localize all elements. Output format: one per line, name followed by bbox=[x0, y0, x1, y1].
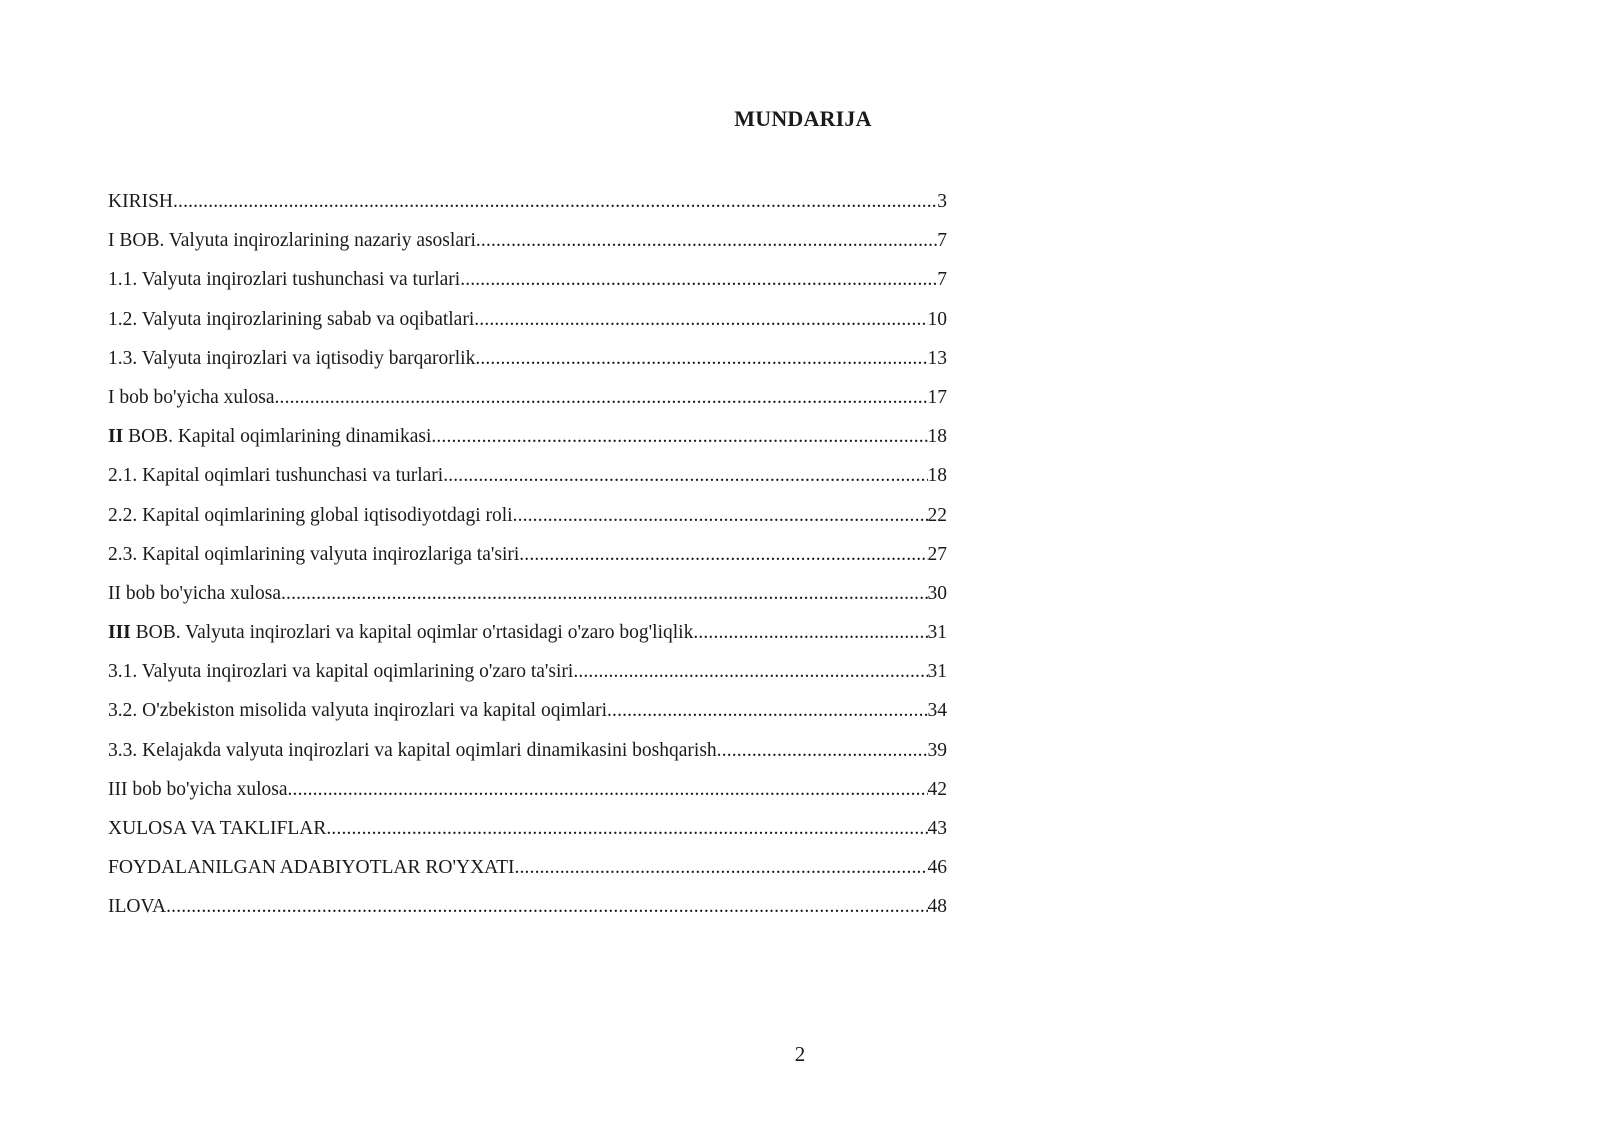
toc-entry-text: 2.1. Kapital oqimlari tushunchasi va turlari bbox=[108, 465, 444, 487]
toc-entry[interactable] bbox=[108, 463, 947, 502]
toc-entry-title bbox=[108, 816, 326, 842]
toc-entry[interactable] bbox=[108, 855, 947, 894]
toc-entry-text: 3.2. O'zbekiston misolida valyuta inqirozlari va kapital oqimlari bbox=[108, 700, 608, 722]
toc-entry-title bbox=[108, 267, 460, 293]
toc-entry-text: II bob bo'yicha xulosa bbox=[108, 582, 282, 604]
toc-entry-title bbox=[108, 346, 475, 372]
toc-dot-leader bbox=[515, 855, 928, 881]
toc-entry-title bbox=[108, 894, 166, 920]
toc-dot-leader bbox=[443, 463, 927, 489]
toc-dot-leader bbox=[275, 385, 928, 411]
toc-entry-text: KIRISH bbox=[108, 191, 174, 212]
toc-dot-leader bbox=[281, 581, 927, 607]
toc-entry-title bbox=[108, 659, 573, 685]
toc-entry-title bbox=[108, 463, 443, 489]
toc-entry[interactable] bbox=[108, 738, 947, 777]
toc-entry-page-number: 10 bbox=[927, 308, 947, 330]
toc-entry-text: 1.1. Valyuta inqirozlari tushunchasi va turlari bbox=[108, 269, 461, 291]
toc-entry[interactable] bbox=[108, 346, 947, 385]
toc-dot-leader bbox=[173, 189, 937, 215]
toc-dot-leader bbox=[474, 307, 927, 333]
toc-entry-text: 1.3. Valyuta inqirozlari va iqtisodiy barqarorlik bbox=[108, 347, 476, 369]
toc-entry-text: 2.2. Kapital oqimlarining global iqtisodiyotdagi roli bbox=[108, 504, 513, 526]
toc-entry[interactable] bbox=[108, 424, 947, 463]
toc-entry[interactable] bbox=[108, 698, 947, 737]
toc-entry-page-number: 22 bbox=[927, 504, 947, 526]
toc-entry-title bbox=[108, 307, 474, 333]
toc-entry-page-number: 3 bbox=[937, 191, 947, 212]
toc-entry[interactable] bbox=[108, 777, 947, 816]
page-title: MUNDARIJA bbox=[734, 106, 872, 131]
toc-entry-title bbox=[108, 855, 515, 881]
toc-dot-leader bbox=[513, 503, 928, 529]
toc-entry-title bbox=[108, 385, 275, 411]
toc-entry-title bbox=[108, 777, 288, 803]
toc-entry-text: 3.3. Kelajakda valyuta inqirozlari va kapital oqimlari dinamikasini boshqarish bbox=[108, 739, 717, 761]
toc-entry-text: BOB. Valyuta inqirozlari va kapital oqimlar o'rtasidagi o'zaro bog'liqlik bbox=[130, 622, 694, 644]
toc-entry-title bbox=[108, 424, 431, 450]
toc-entry[interactable] bbox=[108, 503, 947, 542]
toc-entry-title bbox=[108, 228, 476, 254]
toc-entry[interactable] bbox=[108, 894, 947, 933]
toc-entry-page-number: 42 bbox=[927, 778, 947, 800]
toc-dot-leader bbox=[519, 542, 927, 568]
toc-dot-leader bbox=[607, 698, 927, 724]
toc-entry-title bbox=[108, 698, 607, 724]
toc-dot-leader bbox=[460, 267, 937, 293]
toc-entry[interactable] bbox=[108, 581, 947, 620]
toc-dot-leader bbox=[431, 424, 927, 450]
toc-entry-title bbox=[108, 542, 519, 568]
toc-dot-leader bbox=[476, 228, 937, 254]
toc-entry-text: I bob bo'yicha xulosa bbox=[108, 386, 275, 408]
toc-entry-text: III bob bo'yicha xulosa bbox=[108, 778, 288, 800]
toc-entry[interactable] bbox=[108, 659, 947, 698]
toc-entry-page-number: 46 bbox=[927, 857, 947, 879]
toc-entry-page-number: 48 bbox=[927, 896, 947, 918]
toc-entry[interactable] bbox=[108, 307, 947, 346]
toc-entry-page-number: 7 bbox=[937, 269, 947, 291]
toc-dot-leader bbox=[326, 816, 927, 842]
toc-entry-text: 1.2. Valyuta inqirozlarining sabab va oqibatlari bbox=[108, 308, 475, 330]
toc-entry-page-number: 43 bbox=[927, 818, 947, 839]
toc-entry-title bbox=[108, 581, 281, 607]
table-of-contents bbox=[108, 189, 947, 934]
toc-entry[interactable] bbox=[108, 542, 947, 581]
toc-entry-page-number: 27 bbox=[927, 543, 947, 565]
toc-entry-page-number: 13 bbox=[927, 347, 947, 369]
toc-entry[interactable] bbox=[108, 816, 947, 855]
toc-entry-title bbox=[108, 620, 693, 646]
toc-entry-title bbox=[108, 503, 513, 529]
toc-entry-roman-numeral: II bbox=[108, 426, 124, 448]
toc-entry-text: 3.1. Valyuta inqirozlari va kapital oqimlarining o'zaro ta'siri bbox=[108, 661, 574, 683]
toc-entry-title bbox=[108, 738, 717, 764]
toc-dot-leader bbox=[693, 620, 927, 646]
toc-entry-page-number: 18 bbox=[927, 465, 947, 487]
toc-entry-page-number: 31 bbox=[927, 661, 947, 683]
toc-entry-page-number: 39 bbox=[927, 739, 947, 761]
toc-entry-title bbox=[108, 189, 173, 215]
toc-entry-text: ILOVA bbox=[108, 896, 167, 918]
toc-entry[interactable] bbox=[108, 620, 947, 659]
toc-entry-page-number: 17 bbox=[927, 386, 947, 408]
toc-dot-leader bbox=[573, 659, 927, 685]
toc-entry-text: I BOB. Valyuta inqirozlarining nazariy asoslari bbox=[108, 230, 476, 252]
toc-dot-leader bbox=[166, 894, 927, 920]
toc-entry[interactable] bbox=[108, 267, 947, 306]
toc-dot-leader bbox=[475, 346, 927, 372]
toc-entry-roman-numeral: III bbox=[108, 622, 131, 644]
toc-entry-page-number: 18 bbox=[927, 426, 947, 448]
page-number: 2 bbox=[794, 1042, 806, 1066]
toc-entry-page-number: 31 bbox=[927, 622, 947, 644]
toc-entry-page-number: 30 bbox=[927, 582, 947, 604]
toc-entry-text: XULOSA VA TAKLIFLAR bbox=[108, 818, 327, 839]
toc-entry-page-number: 7 bbox=[937, 230, 947, 252]
toc-entry-text: FOYDALANILGAN ADABIYOTLAR RO'YXATI bbox=[108, 857, 515, 879]
toc-entry[interactable] bbox=[108, 189, 947, 228]
toc-entry-text: 2.3. Kapital oqimlarining valyuta inqirozlariga ta'siri bbox=[108, 543, 520, 565]
toc-entry-page-number: 34 bbox=[927, 700, 947, 722]
toc-entry[interactable] bbox=[108, 385, 947, 424]
toc-dot-leader bbox=[288, 777, 928, 803]
toc-entry-text: BOB. Kapital oqimlarining dinamikasi bbox=[123, 426, 432, 448]
toc-entry[interactable] bbox=[108, 228, 947, 267]
toc-dot-leader bbox=[717, 738, 928, 764]
